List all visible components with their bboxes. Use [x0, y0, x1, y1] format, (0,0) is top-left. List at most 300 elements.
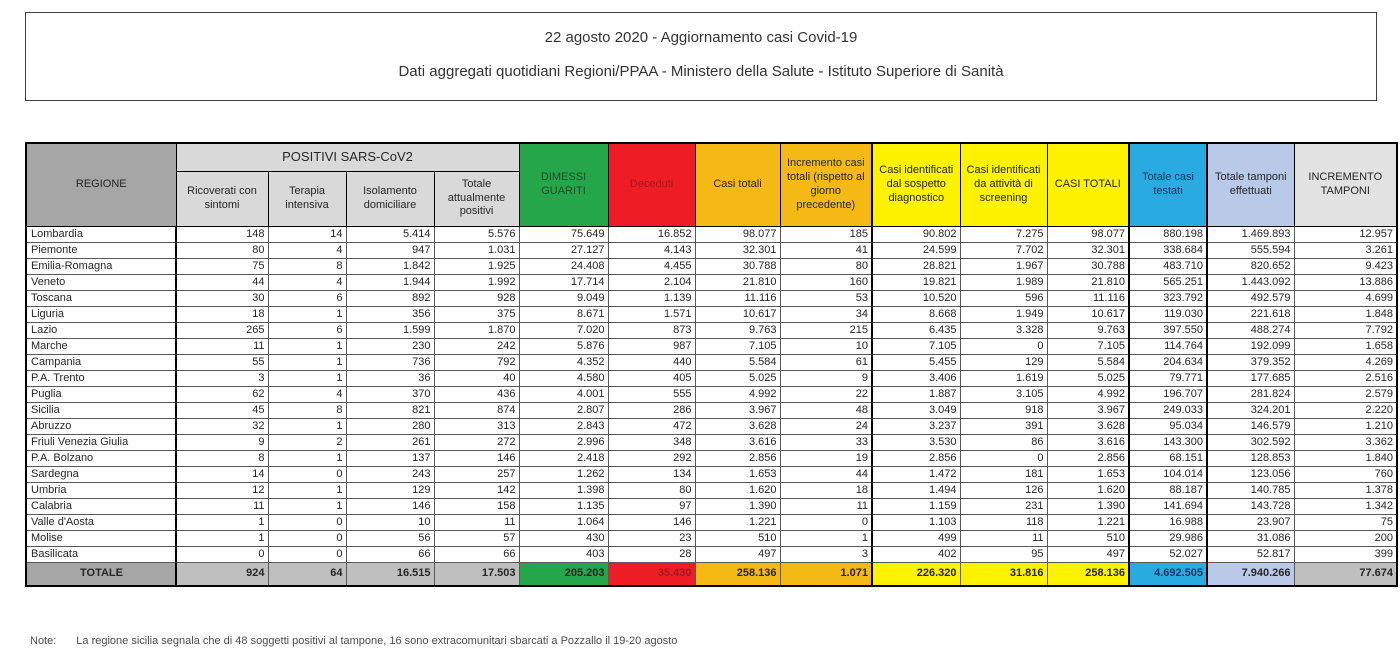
value-cell: 402: [872, 546, 960, 562]
table-row: [26, 482, 1397, 498]
value-cell: 3.049: [872, 402, 960, 418]
value-cell: 30.788: [695, 258, 780, 274]
value-cell: 28.821: [872, 258, 960, 274]
value-cell: 261: [346, 434, 434, 450]
value-cell: 32.301: [1047, 242, 1129, 258]
value-cell: 27.127: [519, 242, 608, 258]
value-cell: 14: [176, 466, 268, 482]
value-cell: 4: [268, 242, 346, 258]
value-cell: 146: [608, 514, 695, 530]
value-cell: 2.856: [1047, 450, 1129, 466]
column-header-terapia-intensiva: Terapia intensiva: [268, 171, 346, 226]
value-cell: 924: [176, 562, 268, 586]
value-cell: 11: [434, 514, 519, 530]
table-row: [26, 434, 1397, 450]
value-cell: 8: [268, 402, 346, 418]
region-name-cell: Valle d'Aosta: [26, 514, 176, 530]
value-cell: 33: [780, 434, 872, 450]
value-cell: 3.628: [1047, 418, 1129, 434]
value-cell: 265: [176, 322, 268, 338]
value-cell: 3.261: [1294, 242, 1397, 258]
value-cell: 5.414: [346, 226, 434, 242]
value-cell: 80: [176, 242, 268, 258]
footnote: [25, 635, 1400, 647]
value-cell: 118: [960, 514, 1047, 530]
value-cell: 258.136: [1047, 562, 1129, 586]
value-cell: 128.853: [1207, 450, 1294, 466]
value-cell: 21.810: [695, 274, 780, 290]
value-cell: 8.668: [872, 306, 960, 322]
total-label-cell: TOTALE: [26, 562, 176, 586]
value-cell: 5.455: [872, 354, 960, 370]
value-cell: 4.580: [519, 370, 608, 386]
value-cell: 1.221: [695, 514, 780, 530]
table-row: [26, 258, 1397, 274]
value-cell: 3.237: [872, 418, 960, 434]
value-cell: 1.653: [1047, 466, 1129, 482]
column-header-screening: Casi identificati da attività di screening: [960, 143, 1047, 226]
value-cell: 1: [268, 370, 346, 386]
value-cell: 32: [176, 418, 268, 434]
column-header-casi-totali: Casi totali: [695, 143, 780, 226]
value-cell: 14: [268, 226, 346, 242]
region-name-cell: Toscana: [26, 290, 176, 306]
value-cell: 4: [268, 274, 346, 290]
value-cell: 3: [176, 370, 268, 386]
value-cell: 1.887: [872, 386, 960, 402]
value-cell: 405: [608, 370, 695, 386]
value-cell: 16.988: [1129, 514, 1207, 530]
value-cell: 77.674: [1294, 562, 1397, 586]
column-header-incremento-tamponi: INCREMENTO TAMPONI: [1294, 143, 1397, 226]
value-cell: 23.907: [1207, 514, 1294, 530]
value-cell: 1.159: [872, 498, 960, 514]
value-cell: 24.408: [519, 258, 608, 274]
table-row: [26, 466, 1397, 482]
value-cell: 8: [268, 258, 346, 274]
value-cell: 243: [346, 466, 434, 482]
value-cell: 6: [268, 290, 346, 306]
value-cell: 483.710: [1129, 258, 1207, 274]
value-cell: 947: [346, 242, 434, 258]
value-cell: 338.684: [1129, 242, 1207, 258]
value-cell: 95.034: [1129, 418, 1207, 434]
table-row: [26, 530, 1397, 546]
value-cell: 1.571: [608, 306, 695, 322]
value-cell: 1.840: [1294, 450, 1397, 466]
value-cell: 2.516: [1294, 370, 1397, 386]
value-cell: 31.816: [960, 562, 1047, 586]
value-cell: 29.986: [1129, 530, 1207, 546]
value-cell: 0: [268, 514, 346, 530]
value-cell: 379.352: [1207, 354, 1294, 370]
value-cell: 75.649: [519, 226, 608, 242]
value-cell: 4.992: [695, 386, 780, 402]
value-cell: 3.967: [1047, 402, 1129, 418]
region-name-cell: Marche: [26, 338, 176, 354]
value-cell: 436: [434, 386, 519, 402]
region-name-cell: Sardegna: [26, 466, 176, 482]
value-cell: 44: [176, 274, 268, 290]
value-cell: 129: [346, 482, 434, 498]
value-cell: 32.301: [695, 242, 780, 258]
column-header-tamponi: Totale tamponi effettuati: [1207, 143, 1294, 226]
value-cell: 258.136: [695, 562, 780, 586]
value-cell: 280: [346, 418, 434, 434]
value-cell: 1.103: [872, 514, 960, 530]
region-name-cell: Umbria: [26, 482, 176, 498]
value-cell: 11: [176, 338, 268, 354]
value-cell: 1.472: [872, 466, 960, 482]
value-cell: 5.025: [695, 370, 780, 386]
value-cell: 356: [346, 306, 434, 322]
value-cell: 9.049: [519, 290, 608, 306]
value-cell: 11: [960, 530, 1047, 546]
value-cell: 2.104: [608, 274, 695, 290]
value-cell: 1.064: [519, 514, 608, 530]
value-cell: 12.957: [1294, 226, 1397, 242]
value-cell: 0: [960, 450, 1047, 466]
table-row: [26, 498, 1397, 514]
value-cell: 323.792: [1129, 290, 1207, 306]
value-cell: 1.870: [434, 322, 519, 338]
value-cell: 5.876: [519, 338, 608, 354]
value-cell: 3.105: [960, 386, 1047, 402]
value-cell: 399: [1294, 546, 1397, 562]
value-cell: 0: [268, 466, 346, 482]
value-cell: 497: [1047, 546, 1129, 562]
value-cell: 95: [960, 546, 1047, 562]
region-name-cell: Lazio: [26, 322, 176, 338]
region-name-cell: Sicilia: [26, 402, 176, 418]
column-header-casi-testati: Totale casi testati: [1129, 143, 1207, 226]
table-header: [26, 143, 1397, 226]
value-cell: 10.520: [872, 290, 960, 306]
value-cell: 2: [268, 434, 346, 450]
value-cell: 35.430: [608, 562, 695, 586]
value-cell: 1.398: [519, 482, 608, 498]
value-cell: 249.033: [1129, 402, 1207, 418]
value-cell: 97: [608, 498, 695, 514]
value-cell: 510: [695, 530, 780, 546]
region-name-cell: Piemonte: [26, 242, 176, 258]
value-cell: 1.135: [519, 498, 608, 514]
value-cell: 30: [176, 290, 268, 306]
value-cell: 7.105: [1047, 338, 1129, 354]
value-cell: 488.274: [1207, 322, 1294, 338]
region-name-cell: P.A. Trento: [26, 370, 176, 386]
region-name-cell: Friuli Venezia Giulia: [26, 434, 176, 450]
value-cell: 1: [268, 498, 346, 514]
value-cell: 181: [960, 466, 1047, 482]
table-body: [26, 226, 1397, 586]
value-cell: 19: [780, 450, 872, 466]
value-cell: 257: [434, 466, 519, 482]
table-row: [26, 450, 1397, 466]
value-cell: 375: [434, 306, 519, 322]
value-cell: 104.014: [1129, 466, 1207, 482]
value-cell: 7.275: [960, 226, 1047, 242]
value-cell: 21.810: [1047, 274, 1129, 290]
value-cell: 3.362: [1294, 434, 1397, 450]
table-row: [26, 354, 1397, 370]
value-cell: 6: [268, 322, 346, 338]
table-row: [26, 226, 1397, 242]
value-cell: 31.086: [1207, 530, 1294, 546]
value-cell: 1.139: [608, 290, 695, 306]
column-header-sospetto-diagnostico: Casi identificati dal sospetto diagnostico: [872, 143, 960, 226]
value-cell: 1.944: [346, 274, 434, 290]
table-row: [26, 338, 1397, 354]
value-cell: 281.824: [1207, 386, 1294, 402]
value-cell: 10.617: [695, 306, 780, 322]
value-cell: 230: [346, 338, 434, 354]
value-cell: 158: [434, 498, 519, 514]
bulletin-subtitle: Dati aggregati quotidiani Regioni/PPAA - Ministero della Salute - Istituto Superiore di Sanità: [398, 63, 1004, 80]
value-cell: 19.821: [872, 274, 960, 290]
value-cell: 200: [1294, 530, 1397, 546]
value-cell: 892: [346, 290, 434, 306]
value-cell: 397.550: [1129, 322, 1207, 338]
value-cell: 68.151: [1129, 450, 1207, 466]
column-header-deceduti: Deceduti: [608, 143, 695, 226]
table-row: [26, 514, 1397, 530]
value-cell: 7.105: [872, 338, 960, 354]
value-cell: 126: [960, 482, 1047, 498]
value-cell: 192.099: [1207, 338, 1294, 354]
value-cell: 2.856: [695, 450, 780, 466]
column-header-isolamento: Isolamento domiciliare: [346, 171, 434, 226]
value-cell: 196.707: [1129, 386, 1207, 402]
value-cell: 9.763: [1047, 322, 1129, 338]
value-cell: 2.418: [519, 450, 608, 466]
value-cell: 348: [608, 434, 695, 450]
value-cell: 221.618: [1207, 306, 1294, 322]
value-cell: 1: [176, 514, 268, 530]
value-cell: 231: [960, 498, 1047, 514]
value-cell: 98.077: [1047, 226, 1129, 242]
region-name-cell: Molise: [26, 530, 176, 546]
region-name-cell: P.A. Bolzano: [26, 450, 176, 466]
value-cell: 292: [608, 450, 695, 466]
value-cell: 497: [695, 546, 780, 562]
region-name-cell: Lombardia: [26, 226, 176, 242]
title-box: [25, 12, 1377, 101]
value-cell: 4.699: [1294, 290, 1397, 306]
value-cell: 34: [780, 306, 872, 322]
table-row: [26, 386, 1397, 402]
value-cell: 215: [780, 322, 872, 338]
value-cell: 160: [780, 274, 872, 290]
value-cell: 64: [268, 562, 346, 586]
value-cell: 5.584: [1047, 354, 1129, 370]
value-cell: 928: [434, 290, 519, 306]
value-cell: 16.515: [346, 562, 434, 586]
value-cell: 2.807: [519, 402, 608, 418]
value-cell: 2.579: [1294, 386, 1397, 402]
value-cell: 12: [176, 482, 268, 498]
value-cell: 1.262: [519, 466, 608, 482]
value-cell: 28: [608, 546, 695, 562]
column-header-regione: REGIONE: [26, 143, 176, 226]
value-cell: 142: [434, 482, 519, 498]
value-cell: 1.469.893: [1207, 226, 1294, 242]
value-cell: 9.423: [1294, 258, 1397, 274]
value-cell: 5.025: [1047, 370, 1129, 386]
value-cell: 1.989: [960, 274, 1047, 290]
value-cell: 1.848: [1294, 306, 1397, 322]
value-cell: 30.788: [1047, 258, 1129, 274]
value-cell: 141.694: [1129, 498, 1207, 514]
value-cell: 75: [1294, 514, 1397, 530]
value-cell: 98.077: [695, 226, 780, 242]
value-cell: 40: [434, 370, 519, 386]
value-cell: 11: [176, 498, 268, 514]
value-cell: 2.996: [519, 434, 608, 450]
value-cell: 134: [608, 466, 695, 482]
value-cell: 1: [268, 482, 346, 498]
value-cell: 880.198: [1129, 226, 1207, 242]
value-cell: 555.594: [1207, 242, 1294, 258]
value-cell: 987: [608, 338, 695, 354]
value-cell: 226.320: [872, 562, 960, 586]
value-cell: 1.992: [434, 274, 519, 290]
value-cell: 3.616: [695, 434, 780, 450]
value-cell: 5.584: [695, 354, 780, 370]
value-cell: 370: [346, 386, 434, 402]
value-cell: 23: [608, 530, 695, 546]
column-group-positivi: POSITIVI SARS-CoV2: [176, 143, 519, 171]
bulletin-title: 22 agosto 2020 - Aggiornamento casi Covid-19: [544, 29, 858, 46]
value-cell: 4.992: [1047, 386, 1129, 402]
value-cell: 205.203: [519, 562, 608, 586]
value-cell: 555: [608, 386, 695, 402]
value-cell: 1.071: [780, 562, 872, 586]
value-cell: 44: [780, 466, 872, 482]
value-cell: 1.967: [960, 258, 1047, 274]
value-cell: 146.579: [1207, 418, 1294, 434]
table-row: [26, 242, 1397, 258]
column-header-casi-totali-caps: CASI TOTALI: [1047, 143, 1129, 226]
value-cell: 286: [608, 402, 695, 418]
value-cell: 4.692.505: [1129, 562, 1207, 586]
region-name-cell: Abruzzo: [26, 418, 176, 434]
region-name-cell: Campania: [26, 354, 176, 370]
table-row: [26, 274, 1397, 290]
value-cell: 9: [176, 434, 268, 450]
value-cell: 11: [780, 498, 872, 514]
value-cell: 41: [780, 242, 872, 258]
value-cell: 57: [434, 530, 519, 546]
value-cell: 75: [176, 258, 268, 274]
column-header-totale-positivi: Totale attualmente positivi: [434, 171, 519, 226]
value-cell: 55: [176, 354, 268, 370]
value-cell: 7.940.266: [1207, 562, 1294, 586]
value-cell: 1.949: [960, 306, 1047, 322]
value-cell: 4.352: [519, 354, 608, 370]
column-header-dimessi-guariti: DIMESSI GUARITI: [519, 143, 608, 226]
value-cell: 0: [780, 514, 872, 530]
value-cell: 1.653: [695, 466, 780, 482]
value-cell: 79.771: [1129, 370, 1207, 386]
value-cell: 1.925: [434, 258, 519, 274]
value-cell: 0: [176, 546, 268, 562]
value-cell: 1.620: [695, 482, 780, 498]
value-cell: 143.728: [1207, 498, 1294, 514]
value-cell: 2.220: [1294, 402, 1397, 418]
value-cell: 302.592: [1207, 434, 1294, 450]
column-header-ricoverati: Ricoverati con sintomi: [176, 171, 268, 226]
value-cell: 17.503: [434, 562, 519, 586]
value-cell: 1.443.092: [1207, 274, 1294, 290]
value-cell: 88.187: [1129, 482, 1207, 498]
value-cell: 10.617: [1047, 306, 1129, 322]
value-cell: 918: [960, 402, 1047, 418]
footnote-label: Note:: [30, 635, 57, 647]
value-cell: 1.658: [1294, 338, 1397, 354]
value-cell: 1: [268, 306, 346, 322]
value-cell: 204.634: [1129, 354, 1207, 370]
value-cell: 140.785: [1207, 482, 1294, 498]
value-cell: 3.530: [872, 434, 960, 450]
table-row: [26, 322, 1397, 338]
value-cell: 123.056: [1207, 466, 1294, 482]
value-cell: 9.763: [695, 322, 780, 338]
value-cell: 1: [780, 530, 872, 546]
value-cell: 0: [268, 530, 346, 546]
value-cell: 146: [434, 450, 519, 466]
value-cell: 874: [434, 402, 519, 418]
value-cell: 11.116: [1047, 290, 1129, 306]
value-cell: 9: [780, 370, 872, 386]
value-cell: 1.390: [695, 498, 780, 514]
value-cell: 1.619: [960, 370, 1047, 386]
value-cell: 8.671: [519, 306, 608, 322]
value-cell: 129: [960, 354, 1047, 370]
value-cell: 1.221: [1047, 514, 1129, 530]
value-cell: 61: [780, 354, 872, 370]
table-row: [26, 546, 1397, 562]
value-cell: 7.020: [519, 322, 608, 338]
value-cell: 324.201: [1207, 402, 1294, 418]
value-cell: 6.435: [872, 322, 960, 338]
value-cell: 242: [434, 338, 519, 354]
value-cell: 3.616: [1047, 434, 1129, 450]
value-cell: 3.628: [695, 418, 780, 434]
value-cell: 1.599: [346, 322, 434, 338]
value-cell: 1: [268, 338, 346, 354]
value-cell: 4.455: [608, 258, 695, 274]
value-cell: 10: [346, 514, 434, 530]
value-cell: 1: [268, 418, 346, 434]
value-cell: 792: [434, 354, 519, 370]
value-cell: 177.685: [1207, 370, 1294, 386]
value-cell: 48: [780, 402, 872, 418]
column-header-incremento-casi: Incremento casi totali (rispetto al giorno precedente): [780, 143, 872, 226]
value-cell: 52.817: [1207, 546, 1294, 562]
table-row: [26, 306, 1397, 322]
value-cell: 2.856: [872, 450, 960, 466]
value-cell: 18: [176, 306, 268, 322]
value-cell: 80: [608, 482, 695, 498]
total-row: [26, 562, 1397, 586]
value-cell: 736: [346, 354, 434, 370]
value-cell: 0: [268, 546, 346, 562]
value-cell: 1: [176, 530, 268, 546]
value-cell: 2.843: [519, 418, 608, 434]
value-cell: 143.300: [1129, 434, 1207, 450]
value-cell: 148: [176, 226, 268, 242]
